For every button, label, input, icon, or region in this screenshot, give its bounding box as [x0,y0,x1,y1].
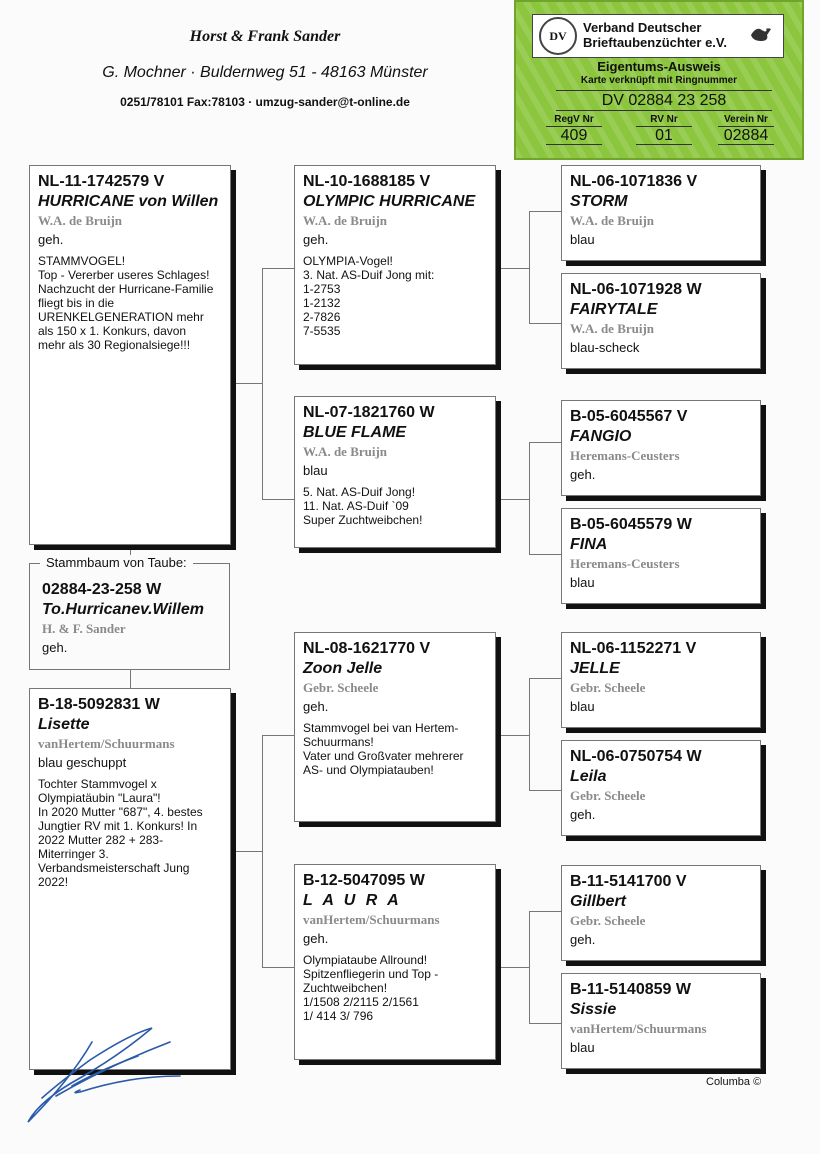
pigeon-notes: Stammvogel bei van Hertem- Schuurmans! Vater und Großvater mehrerer AS- und Olympiatauben! [303,721,464,777]
connector-line [497,499,529,500]
connector-line [529,442,530,555]
pigeon-color: geh. [303,931,329,946]
pedigree-box-father [29,165,231,545]
pigeon-name: Leila [570,768,607,785]
pigeon-notes: Tochter Stammvogel x Olympiatäubin "Laura"! In 2020 Mutter "687", 4. bestes Jungtier RV mit 1. Konkurs! In 2022 Mutter 282 + 283- Miterringer 3. Verbandsmeisterschaft Jung 2022! [38,777,203,889]
pedigree-box-great-grandparent [561,740,761,836]
pigeon-color: blau [303,463,328,478]
pedigree-box-grandmother-paternal [294,396,496,548]
pigeon-color: geh. [303,699,329,714]
emblem-icon [749,23,773,45]
card-ring-number: DV 02884 23 258 [556,90,772,111]
connector-line [529,442,561,443]
ring-number: NL-06-1071928 W [570,281,702,298]
pedigree-box-great-grandparent [561,973,761,1069]
ring-number: B-05-6045567 V [570,408,688,425]
dv-logo-icon: DV [539,17,577,55]
connector-line [529,911,561,912]
connector-line [262,268,263,500]
pigeon-name: BLUE FLAME [303,424,407,441]
ring-number: NL-07-1821760 W [303,404,435,421]
pedigree-box-great-grandparent [561,165,761,261]
breeder: vanHertem/Schuurmans [303,912,440,927]
pigeon-name: Gillbert [570,893,627,910]
field-value: 02884 [718,126,774,145]
pedigree-box-great-grandparent [561,865,761,961]
connector-line [262,499,294,500]
breeder: Heremans-Ceusters [570,448,680,463]
pigeon-color: geh. [570,467,596,482]
pigeon-name: FINA [570,536,608,553]
breeder: vanHertem/Schuurmans [570,1021,707,1036]
connector-line [529,323,561,324]
pigeon-color: geh. [570,932,596,947]
card-header [532,14,784,58]
ring-number: B-11-5141700 V [570,873,687,890]
pedigree-box-grandfather-paternal [294,165,496,365]
breeder: Gebr. Scheele [570,788,646,803]
ring-number: NL-06-1152271 V [570,640,697,657]
card-org-line1: Verband Deutscher [583,20,702,35]
pigeon-color: blau geschuppt [38,755,127,770]
connector-line [262,735,294,736]
connector-line [529,211,530,324]
connector-line [497,735,529,736]
pedigree-box-great-grandparent [561,632,761,728]
breeder: H. & F. Sander [42,621,126,636]
connector-line [529,911,530,1024]
connector-line [232,851,263,852]
owner-address: G. Mochner · Buldernweg 51 - 48163 Münster [102,64,428,81]
pigeon-color: blau [570,699,595,714]
ring-number: B-11-5140859 W [570,981,691,998]
breeder: W.A. de Bruijn [570,321,655,336]
pigeon-name: OLYMPIC HURRICANE [303,193,476,210]
copyright: Columba © [706,1076,762,1088]
card-subtitle: Karte verknüpft mit Ringnummer [580,75,738,86]
pigeon-color: geh. [38,232,64,247]
field-label: RV Nr [650,114,678,125]
connector-line [262,967,294,968]
pedigree-box-great-grandparent [561,400,761,496]
pigeon-notes: 5. Nat. AS-Duif Jong! 11. Nat. AS-Duif `09 Super Zuchtweibchen! [303,485,423,527]
card-org-line2: Brieftaubenzüchter e.V. [583,35,728,50]
breeder: Heremans-Ceusters [570,556,680,571]
pigeon-name: FANGIO [570,428,632,445]
pedigree-box-grandmother-maternal [294,864,496,1060]
pigeon-name: HURRICANE von Willen [38,193,219,210]
card-field-regv [546,114,602,145]
breeder: W.A. de Bruijn [303,444,388,459]
owner-contact: 0251/78101 Fax:78103 · umzug-sander@t-online.de [120,95,410,109]
ownership-card [514,0,804,160]
ring-number: B-05-6045579 W [570,516,692,533]
connector-line [232,383,263,384]
pigeon-name: STORM [570,193,628,210]
breeder: W.A. de Bruijn [38,213,123,228]
breeder: W.A. de Bruijn [570,213,655,228]
ring-number: NL-10-1688185 V [303,173,431,190]
connector-line [262,735,263,968]
card-organization [583,20,727,50]
connector-line [529,678,561,679]
connector-line [529,790,561,791]
pigeon-color: geh. [303,232,329,247]
pigeon-color: blau [570,232,595,247]
connector-line [529,678,530,791]
pigeon-name: Sissie [570,1001,617,1018]
connector-line [497,967,529,968]
pigeon-color: blau [570,1040,595,1055]
field-value: 01 [636,126,692,145]
breeder: Gebr. Scheele [570,913,646,928]
pigeon-color: blau [570,575,595,590]
connector-line [529,211,561,212]
field-value: 409 [546,126,602,145]
pedigree-box-great-grandparent [561,508,761,604]
pigeon-name: FAIRYTALE [570,301,658,318]
card-title: Eigentums-Ausweis [597,59,721,74]
pigeon-color: geh. [570,807,596,822]
breeder: Gebr. Scheele [570,680,646,695]
subject-legend: Stammbaum von Taube: [40,555,193,570]
connector-line [529,1023,561,1024]
ring-number: 02884-23-258 W [42,581,162,598]
ring-number: NL-11-1742579 V [38,173,165,190]
owner-name: Horst & Frank Sander [189,28,341,45]
pigeon-notes: STAMMVOGEL! Top - Vererber useres Schlages! Nachzucht der Hurricane-Familie fliegt bis in die URENKELGENERATION mehr als 150 x 1. Konkurs, davon mehr als 30 Regionalsiege!!! [38,254,214,352]
pedigree-box-mother [29,688,231,1070]
field-label: Verein Nr [724,114,768,125]
pigeon-name: JELLE [570,660,620,677]
pigeon-notes: Olympiataube Allround! Spitzenfliegerin und Top - Zuchtweibchen! 1/1508 2/2115 2/1561 1/ 414 3/ 796 [303,953,439,1023]
pigeon-name: Zoon Jelle [303,660,383,677]
pigeon-name: To.Hurricanev.Willem [42,601,204,618]
ring-number: NL-06-0750754 W [570,748,702,765]
signature-icon [20,1020,200,1135]
connector-line [130,670,131,688]
breeder: W.A. de Bruijn [303,213,388,228]
breeder: vanHertem/Schuurmans [38,736,175,751]
connector-line [497,268,529,269]
ring-number: NL-08-1621770 V [303,640,431,657]
pigeon-color: blau-scheck [570,340,640,355]
subject-pigeon [29,555,230,670]
pigeon-name: L A U R A [303,892,402,909]
card-field-rv [636,114,692,145]
ring-number: B-12-5047095 W [303,872,425,889]
pigeon-notes: OLYMPIA-Vogel! 3. Nat. AS-Duif Jong mit: 1-2753 1-2132 2-7826 7-5535 [303,254,435,338]
connector-line [529,554,561,555]
pedigree-box-great-grandparent [561,273,761,369]
breeder: Gebr. Scheele [303,680,379,695]
pigeon-color: geh. [42,640,68,655]
ring-number: NL-06-1071836 V [570,173,698,190]
field-label: RegV Nr [554,114,594,125]
ring-number: B-18-5092831 W [38,696,160,713]
pedigree-box-grandfather-maternal [294,632,496,822]
pigeon-name: Lisette [38,716,90,733]
card-field-verein [718,114,774,145]
connector-line [262,268,294,269]
